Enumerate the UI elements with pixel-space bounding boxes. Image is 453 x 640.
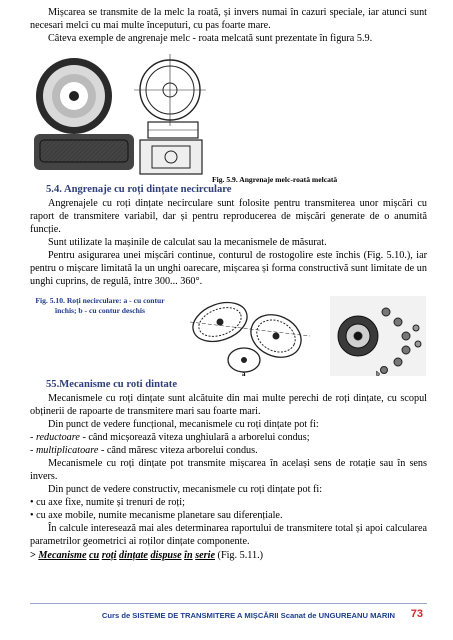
figure-5-10-label-a: a bbox=[242, 370, 246, 378]
paragraph-9: Din punct de vedere constructiv, mecanismele cu roți dințate pot fi: bbox=[48, 484, 323, 495]
page-number: 73 bbox=[410, 608, 423, 620]
paragraph-8: Mecanismele cu roți dințate pot transmite mișcarea în același sens de rotație sau în sens invers. bbox=[30, 458, 427, 482]
section-heading-5-4: 5.4. Angrenaje cu roți dințate necirculare bbox=[46, 184, 232, 195]
noncircular-gear-closed bbox=[188, 296, 310, 372]
bullet-fixed-axes: • cu axe fixe, numite și trenuri de roți; bbox=[30, 497, 185, 508]
term-reductoare: - reductoare bbox=[30, 432, 80, 443]
word-dispuse: dispuse bbox=[150, 550, 182, 561]
word-roti: roți bbox=[101, 550, 117, 561]
term-multiplicatoare: - multiplicatoare bbox=[30, 445, 99, 456]
paragraph-7: Din punct de vedere funcțional, mecanismele cu roți dințate pot fi: bbox=[48, 419, 319, 430]
paragraph-5: Pentru asigurarea unei mișcări continue, conturul de rostogolire este închis (Fig. 5.10.), iar pentru o mișcare limitată la un unghi oarecare, mișcarea și forma constructivă sunt limitate de un unghi cuprins, de regulă, între 300... 360°. bbox=[30, 250, 427, 287]
page-footer bbox=[0, 608, 453, 624]
figure-5-11-reference: (Fig. 5.11.) bbox=[215, 550, 264, 561]
desc-reductoare: - când micșorează viteza unghiulară a arborelui condus; bbox=[79, 432, 310, 443]
footer-course-text: Curs de SISTEME DE TRANSMITERE A MIȘCĂRII Scanat de UNGUREANU MARIN bbox=[101, 611, 395, 620]
worm-gear-drawing bbox=[134, 54, 206, 174]
figure-5-10-noncircular-gears bbox=[180, 292, 430, 378]
noncircular-gear-open bbox=[330, 296, 426, 376]
word-dintate: dințate bbox=[119, 550, 148, 561]
series-gear-mechanisms-line bbox=[30, 549, 427, 562]
section-heading-5-5: 55.Mecanisme cu roti dintate bbox=[46, 379, 178, 390]
word-in: în bbox=[184, 550, 193, 561]
footer-divider bbox=[30, 603, 427, 604]
bullet-mobile-axes: • cu axe mobile, numite mecanisme planetare sau diferențiale. bbox=[30, 510, 283, 521]
word-mecanisme: Mecanisme bbox=[38, 550, 87, 561]
worm-wheel-left bbox=[34, 58, 134, 170]
desc-multiplicatoare: - când măresc viteza arborelui condus. bbox=[98, 445, 258, 456]
word-serie: serie bbox=[195, 550, 215, 561]
paragraph-6: Mecanismele cu roți dințate sunt alcătuite din mai multe perechi de roți dințate, cu scopul obținerii de rapoarte de transmitere mari sau foarte mari. bbox=[30, 393, 427, 417]
list-item-multiplicatoare bbox=[30, 444, 427, 457]
paragraph-10: În calcule interesează mai ales determinarea raportului de transmitere total și apoi calcularea parametrilor geometrici ai roților dințate componente. bbox=[30, 523, 427, 547]
word-cu: cu bbox=[89, 550, 100, 561]
list-item-reductoare bbox=[30, 431, 427, 444]
figure-5-9-caption: Fig. 5.9. Angrenaje melc-roată melcată bbox=[212, 175, 338, 184]
figure-5-10-label-b: b bbox=[376, 370, 380, 378]
figure-5-10-caption: Fig. 5.10. Roți necirculare: a - cu contur închis; b - cu contur deschis bbox=[35, 296, 165, 315]
paragraph-4: Sunt utilizate la mașinile de calculat sau la mecanismele de măsurat. bbox=[48, 237, 327, 248]
paragraph-3: Angrenajele cu roți dințate necirculare sunt folosite pentru transmiterea unor mișcări cu raport de transmitere variabil, dar și pentru reproducerea de mișcări generate de o anumită funcție. bbox=[30, 198, 427, 235]
paragraph-2: Câteva exemple de angrenaje melc - roata melcată sunt prezentate în figura 5.9. bbox=[48, 33, 373, 44]
arrow-marker: > bbox=[30, 550, 39, 561]
paragraph-1: Mișcarea se transmite de la melc la roată, și invers numai în cazuri speciale, iar atunci sunt necesari melci cu mai multe începuturi, cu pas foarte mare. bbox=[30, 7, 427, 31]
figure-5-9-worm-gears bbox=[30, 50, 208, 178]
